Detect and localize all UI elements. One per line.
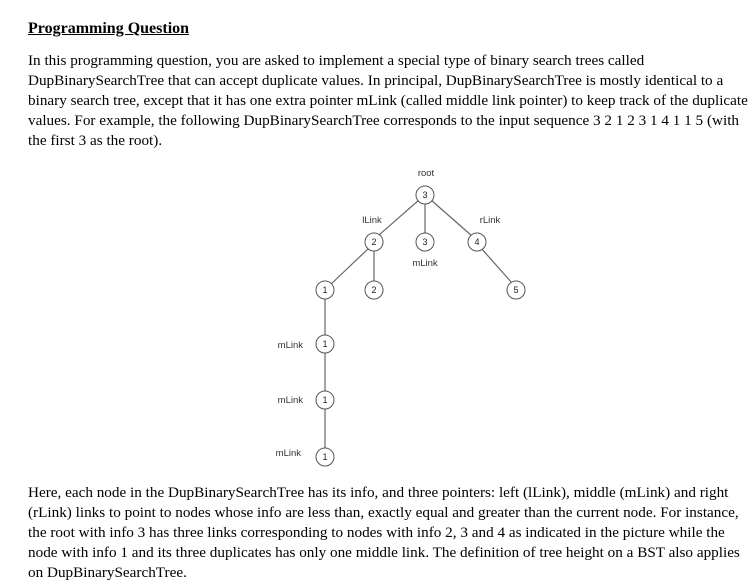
node-middle [416, 233, 434, 251]
label-mlink-root: mLink [412, 258, 438, 269]
node-root-value: 3 [422, 190, 428, 200]
node-left-left-value: 1 [322, 285, 328, 295]
edge-root-right [431, 200, 472, 236]
node-dup-2-value: 1 [322, 395, 328, 405]
label-mlink-2: mLink [277, 395, 303, 406]
node-left [365, 233, 383, 251]
node-dup-2 [316, 391, 334, 409]
label-root: root [417, 168, 435, 179]
node-left-value: 2 [371, 237, 377, 247]
node-right-value: 4 [474, 237, 480, 247]
edge-right-rightright [481, 248, 512, 283]
node-right-right-value: 5 [513, 285, 519, 295]
node-left-middle [365, 281, 383, 299]
page-heading: Programming Question [28, 20, 190, 37]
label-rlink: rLink [479, 215, 501, 226]
edge-root-left [379, 200, 419, 235]
node-left-left [316, 281, 334, 299]
node-dup-1-value: 1 [322, 339, 328, 349]
node-middle-value: 3 [422, 237, 428, 247]
label-mlink-1: mLink [277, 340, 303, 351]
node-left-middle-value: 2 [371, 285, 377, 295]
intro-paragraph: In this programming question, you are asked to implement a special type of binary search trees called DupBinarySearchTree that can accept duplicate values. In principal, DupBinarySearchTree is mostly identical to a binary search tree, except that it has one extra pointer mLink (called middle link pointer) to keep track of the duplicate values. For example, the following DupBinarySearchTree corresponds to the input sequence 3 2 1 2 3 1 4 1 1 5 (with the first 3 as the root). [28, 52, 748, 149]
node-right-right [507, 281, 525, 299]
edge-left-leftleft [330, 248, 369, 285]
node-right [468, 233, 486, 251]
outro-paragraph: Here, each node in the DupBinarySearchTree has its info, and three pointers: left (lLink), middle (mLink) and right (rLink) links to point to nodes whose info are less than, exactly equal and greater than the current node. For instance, the root with info 3 has three links corresponding to nodes with info 2, 3 and 4 as indicated in the picture while the node with info 1 and its three duplicates has only one middle link. The definition of tree height on a BST also applies on DupBinarySearchTree. [28, 484, 740, 581]
node-dup-3-value: 1 [322, 452, 328, 462]
node-dup-1 [316, 335, 334, 353]
node-dup-3 [316, 448, 334, 466]
label-mlink-3: mLink [275, 448, 301, 459]
node-root [416, 186, 434, 204]
label-llink: lLink [362, 215, 382, 226]
